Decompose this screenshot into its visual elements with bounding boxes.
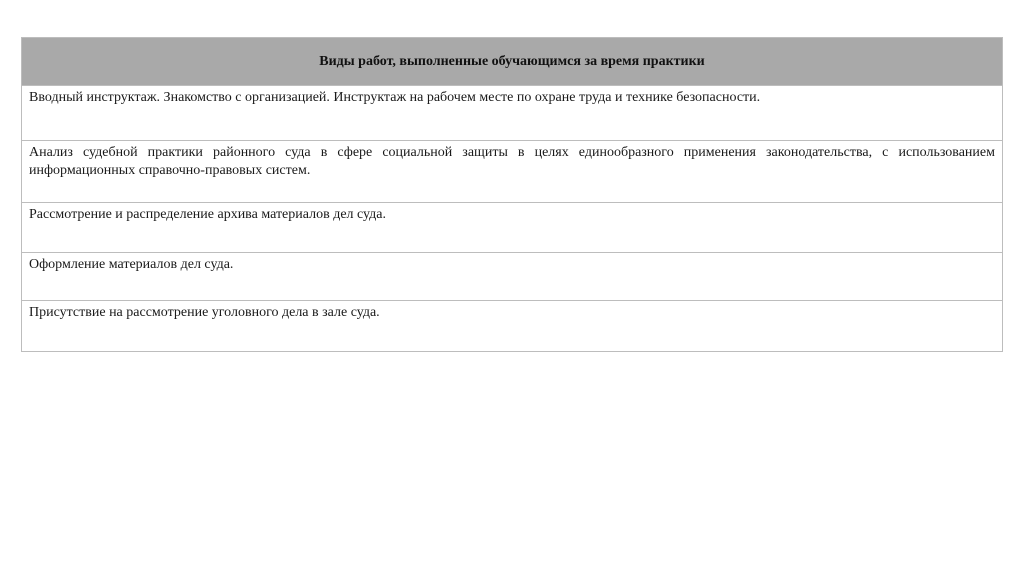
table-row [22,141,1003,203]
table-cell-row-5: Присутствие на рассмотрение уголовного дела в зале суда. [22,301,1003,352]
table-cell-row-3: Рассмотрение и распределение архива материалов дел суда. [22,203,1003,253]
table-cell-row-2: Анализ судебной практики районного суда в сфере социальной защиты в целях единообразного применения законодательства, с использованием информационных справочно-правовых систем. [22,141,1003,203]
work-types-table [21,37,1003,352]
table-cell-row-4: Оформление материалов дел суда. [22,253,1003,301]
table-row [22,253,1003,301]
table-header-row [22,38,1003,86]
table-cell-row-1: Вводный инструктаж. Знакомство с организацией. Инструктаж на рабочем месте по охране труда и технике безопасности. [22,86,1003,141]
table-header-cell: Виды работ, выполненные обучающимся за время практики [22,38,1003,86]
table-row [22,301,1003,352]
table-row [22,203,1003,253]
table-row [22,86,1003,141]
